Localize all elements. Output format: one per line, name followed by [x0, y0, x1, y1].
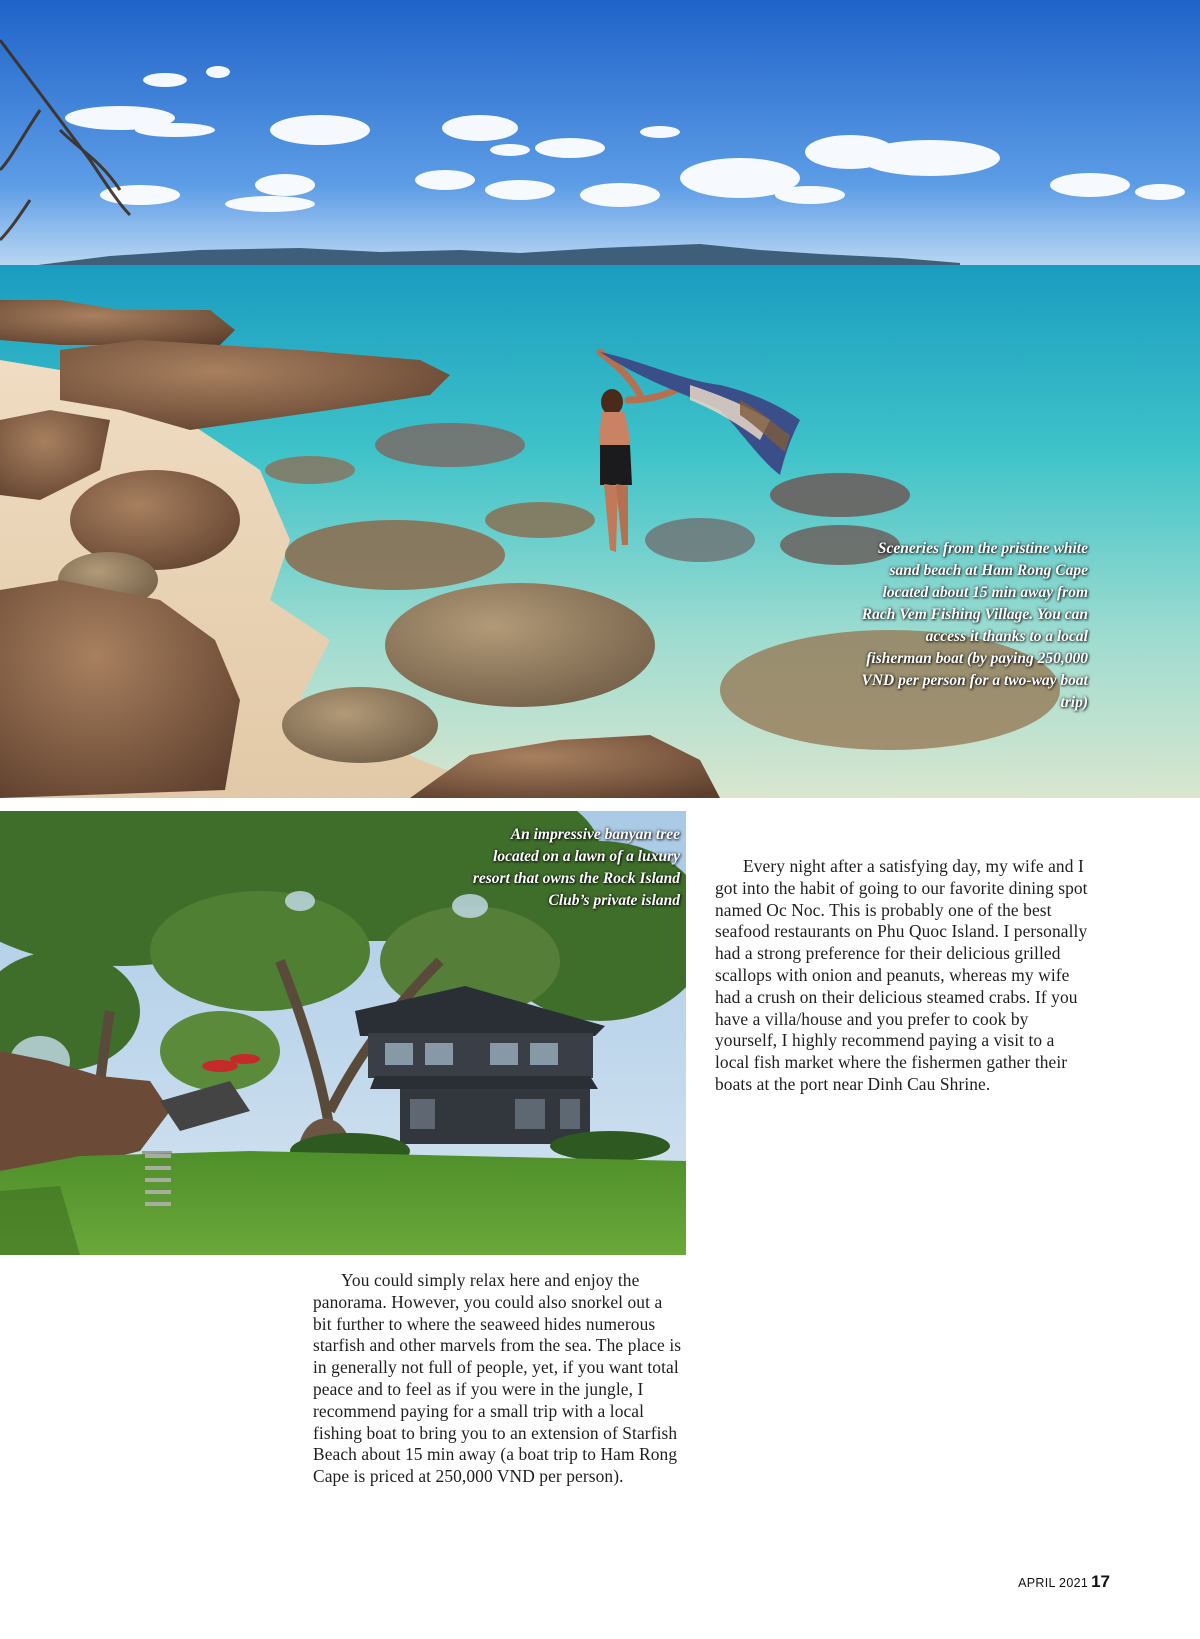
photo-caption-banyan: An impressive banyan tree located on a lawn of a luxury resort that owns the Rock Island Club’s private island: [472, 826, 680, 909]
page-folio: [1010, 1572, 1110, 1592]
article-paragraph-snorkel: You could simply relax here and enjoy the panorama. However, you could also snorkel out a bit further to where the seaweed hides numerous starfish and other marvels from the sea. The place is in generally not full of people, yet, if you want total peace and to feel as if you were in the jungle, I recommend paying for a small trip with a local fishing boat to bring you to an extension of Starfish Beach about 15 min away (a boat trip to Ham Rong Cape is priced at 250,000 VND per person).: [313, 1270, 682, 1487]
issue-month: APRIL 2021: [1018, 1576, 1089, 1590]
article-paragraph-dining: Every night after a satisfying day, my wife and I got into the habit of going to our favorite dining spot named Oc Noc. This is probably one of the best seafood restaurants on Phu Quoc Island. I personally had a strong preference for their delicious grilled scallops with onion and peanuts, whereas my wife had a crush on their delicious steamed crabs. If you have a villa/house and you prefer to cook by yourself, I highly recommend paying a visit to a local fish market where the fishermen gather their boats at the port near Dinh Cau Shrine.: [715, 856, 1088, 1094]
page-number: 17: [1091, 1572, 1110, 1591]
photo-caption-beach: Sceneries from the pristine white sand beach at Ham Rong Cape located about 15 min away from Rach Vem Fishing Village. You can access it thanks to a local fisherman boat (by paying 250,000 VND per person for a two-way boat trip): [861, 540, 1088, 711]
